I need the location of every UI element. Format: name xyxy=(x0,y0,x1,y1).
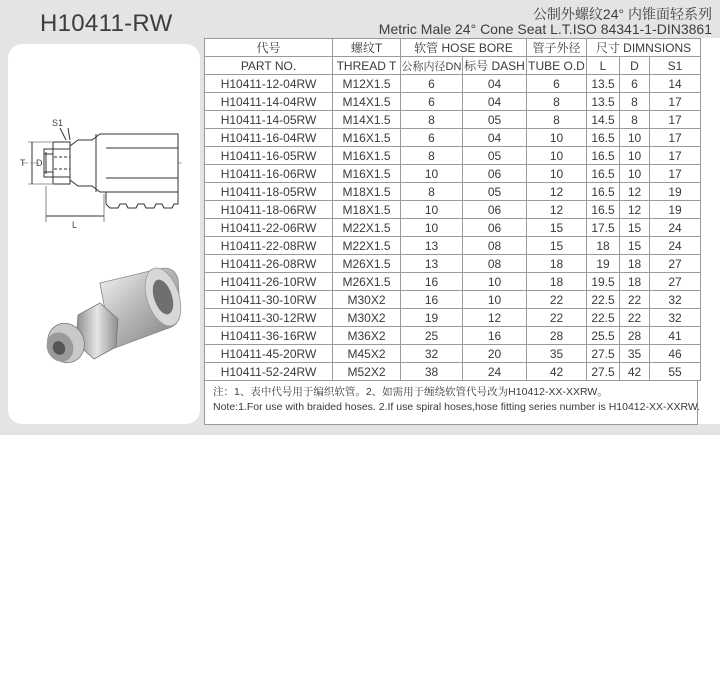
col-dimensions: 尺寸 DIMNSIONS xyxy=(587,39,701,57)
cell-thread: M12X1.5 xyxy=(333,75,401,93)
spec-table-area xyxy=(204,38,720,424)
table-row xyxy=(205,147,701,165)
cell-s1: 27 xyxy=(650,273,701,291)
cell-tube-od: 10 xyxy=(527,129,587,147)
table-row xyxy=(205,291,701,309)
cell-d: 15 xyxy=(620,219,650,237)
col-thread: THREAD T xyxy=(333,57,401,75)
cell-dash: 10 xyxy=(463,291,527,309)
col-d: D xyxy=(620,57,650,75)
cell-part-no: H10411-30-10RW xyxy=(205,291,333,309)
cell-dash: 12 xyxy=(463,309,527,327)
cell-thread: M30X2 xyxy=(333,309,401,327)
cell-thread: M45X2 xyxy=(333,345,401,363)
cell-part-no: H10411-45-20RW xyxy=(205,345,333,363)
technical-drawing xyxy=(8,104,200,274)
cell-dash: 10 xyxy=(463,273,527,291)
cell-part-no: H10411-12-04RW xyxy=(205,75,333,93)
cell-part-no: H10411-16-04RW xyxy=(205,129,333,147)
t-label: T xyxy=(20,158,26,168)
cell-l: 13.5 xyxy=(587,93,620,111)
cell-d: 22 xyxy=(620,309,650,327)
cell-thread: M16X1.5 xyxy=(333,129,401,147)
series-title-en: Metric Male 24° Cone Seat L.T.ISO 84341-1-DIN3861 xyxy=(378,21,712,37)
col-tube-od: TUBE O.D xyxy=(528,58,585,73)
cell-l: 16.5 xyxy=(587,129,620,147)
cell-d: 18 xyxy=(620,273,650,291)
cell-part-no: H10411-18-06RW xyxy=(205,201,333,219)
cell-s1: 55 xyxy=(650,363,701,381)
cell-thread: M22X1.5 xyxy=(333,237,401,255)
product-image-card xyxy=(8,44,200,424)
table-row xyxy=(205,255,701,273)
cell-dn: 6 xyxy=(401,75,463,93)
cell-dn: 13 xyxy=(401,237,463,255)
cell-tube-od: 42 xyxy=(527,363,587,381)
header-row-1 xyxy=(205,39,701,57)
cell-s1: 19 xyxy=(650,201,701,219)
cell-dash: 04 xyxy=(463,75,527,93)
cell-l: 27.5 xyxy=(587,363,620,381)
s1-label: S1 xyxy=(52,118,64,128)
table-row xyxy=(205,75,701,93)
d-label: D xyxy=(36,158,43,168)
cell-s1: 24 xyxy=(650,219,701,237)
cell-dn: 16 xyxy=(401,291,463,309)
table-row xyxy=(205,183,701,201)
cell-tube-od: 28 xyxy=(527,327,587,345)
product-code-title: H10411-RW xyxy=(40,10,173,37)
cell-d: 8 xyxy=(620,93,650,111)
cell-d: 12 xyxy=(620,183,650,201)
col-l: L xyxy=(587,57,620,75)
cell-thread: M16X1.5 xyxy=(333,165,401,183)
cell-s1: 32 xyxy=(650,291,701,309)
cell-l: 13.5 xyxy=(587,75,620,93)
cell-d: 10 xyxy=(620,165,650,183)
cell-dash: 04 xyxy=(463,93,527,111)
cell-l: 22.5 xyxy=(587,309,620,327)
cell-dn: 16 xyxy=(401,273,463,291)
cell-thread: M18X1.5 xyxy=(333,183,401,201)
cell-thread: M30X2 xyxy=(333,291,401,309)
cell-tube-od: 18 xyxy=(527,273,587,291)
table-row xyxy=(205,93,701,111)
cell-thread: M22X1.5 xyxy=(333,219,401,237)
cell-thread: M26X1.5 xyxy=(333,255,401,273)
cell-s1: 19 xyxy=(650,183,701,201)
table-row xyxy=(205,111,701,129)
cell-dn: 10 xyxy=(401,201,463,219)
table-row xyxy=(205,219,701,237)
col-tube-cn: 管子外径 xyxy=(527,39,587,57)
table-row xyxy=(205,309,701,327)
cell-d: 8 xyxy=(620,111,650,129)
cell-thread: M36X2 xyxy=(333,327,401,345)
note-cn: 注：1、表中代号用于编织软管。2、如需用于缠绕软管代号改为H10412-XX-XXRW。 xyxy=(213,386,608,398)
cell-dn: 10 xyxy=(401,165,463,183)
cell-part-no: H10411-18-05RW xyxy=(205,183,333,201)
cell-thread: M52X2 xyxy=(333,363,401,381)
cell-dash: 05 xyxy=(463,183,527,201)
cell-s1: 32 xyxy=(650,309,701,327)
cell-tube-od: 18 xyxy=(527,255,587,273)
cell-l: 14.5 xyxy=(587,111,620,129)
cell-s1: 17 xyxy=(650,147,701,165)
cell-d: 22 xyxy=(620,291,650,309)
cell-tube-od: 12 xyxy=(527,201,587,219)
cell-part-no: H10411-36-16RW xyxy=(205,327,333,345)
cell-s1: 27 xyxy=(650,255,701,273)
note-en: Note:1.For use with braided hoses. 2.If use spiral hoses,hose fitting series number is H10412-XX-XXRW. xyxy=(213,401,701,413)
cell-l: 22.5 xyxy=(587,291,620,309)
cell-s1: 24 xyxy=(650,237,701,255)
cell-l: 16.5 xyxy=(587,183,620,201)
cell-part-no: H10411-52-24RW xyxy=(205,363,333,381)
cell-dn: 8 xyxy=(401,111,463,129)
cell-dn: 8 xyxy=(401,183,463,201)
cell-tube-od: 6 xyxy=(527,75,587,93)
cell-tube-od: 8 xyxy=(527,93,587,111)
cell-dash: 05 xyxy=(463,147,527,165)
cell-tube-od: 10 xyxy=(527,147,587,165)
cell-part-no: H10411-22-06RW xyxy=(205,219,333,237)
cell-d: 10 xyxy=(620,147,650,165)
cell-tube-od: 10 xyxy=(527,165,587,183)
cell-l: 19.5 xyxy=(587,273,620,291)
cell-dn: 8 xyxy=(401,147,463,165)
cell-d: 18 xyxy=(620,255,650,273)
cell-tube-od: 15 xyxy=(527,219,587,237)
cell-l: 27.5 xyxy=(587,345,620,363)
cell-d: 15 xyxy=(620,237,650,255)
cell-d: 28 xyxy=(620,327,650,345)
cell-dn: 32 xyxy=(401,345,463,363)
col-hose-bore: 软管 HOSE BORE xyxy=(401,39,527,57)
cell-dash: 06 xyxy=(463,165,527,183)
cell-l: 16.5 xyxy=(587,201,620,219)
cell-part-no: H10411-30-12RW xyxy=(205,309,333,327)
cell-dn: 19 xyxy=(401,309,463,327)
col-part-cn: 代号 xyxy=(205,39,333,57)
cell-l: 16.5 xyxy=(587,165,620,183)
spec-table xyxy=(204,38,701,381)
cell-l: 18 xyxy=(587,237,620,255)
cell-dn: 38 xyxy=(401,363,463,381)
table-row xyxy=(205,129,701,147)
cell-dash: 05 xyxy=(463,111,527,129)
cell-d: 35 xyxy=(620,345,650,363)
l-label: L xyxy=(72,220,78,230)
cell-d: 10 xyxy=(620,129,650,147)
header-row-2 xyxy=(205,57,701,75)
cell-dash: 08 xyxy=(463,237,527,255)
cell-thread: M14X1.5 xyxy=(333,93,401,111)
cell-s1: 46 xyxy=(650,345,701,363)
table-row xyxy=(205,345,701,363)
cell-s1: 14 xyxy=(650,75,701,93)
table-row xyxy=(205,273,701,291)
cell-l: 16.5 xyxy=(587,147,620,165)
cell-tube-od: 8 xyxy=(527,111,587,129)
cell-tube-od: 35 xyxy=(527,345,587,363)
cell-tube-od: 22 xyxy=(527,309,587,327)
cell-part-no: H10411-14-05RW xyxy=(205,111,333,129)
col-dash: 标号 DASH xyxy=(463,57,527,75)
cell-s1: 17 xyxy=(650,129,701,147)
cell-dash: 06 xyxy=(463,201,527,219)
cell-tube-od: 15 xyxy=(527,237,587,255)
fitting-photo xyxy=(8,259,200,409)
table-row xyxy=(205,327,701,345)
cell-l: 17.5 xyxy=(587,219,620,237)
table-row xyxy=(205,165,701,183)
cell-dash: 24 xyxy=(463,363,527,381)
cell-dn: 13 xyxy=(401,255,463,273)
cell-part-no: H10411-14-04RW xyxy=(205,93,333,111)
cell-s1: 17 xyxy=(650,93,701,111)
table-row xyxy=(205,201,701,219)
table-row xyxy=(205,363,701,381)
cell-tube-od: 12 xyxy=(527,183,587,201)
cell-dn: 6 xyxy=(401,129,463,147)
col-s1: S1 xyxy=(650,57,701,75)
col-part-no: PART NO. xyxy=(205,57,333,75)
cell-part-no: H10411-22-08RW xyxy=(205,237,333,255)
table-row xyxy=(205,237,701,255)
series-title-cn: 公制外螺纹24° 内锥面轻系列 xyxy=(532,6,712,22)
cell-s1: 17 xyxy=(650,111,701,129)
cell-dash: 20 xyxy=(463,345,527,363)
cell-dn: 10 xyxy=(401,219,463,237)
cell-part-no: H10411-26-08RW xyxy=(205,255,333,273)
col-thread-cn: 螺纹T xyxy=(333,39,401,57)
cell-thread: M16X1.5 xyxy=(333,147,401,165)
cell-thread: M26X1.5 xyxy=(333,273,401,291)
cell-dn: 25 xyxy=(401,327,463,345)
cell-dash: 06 xyxy=(463,219,527,237)
cell-tube-od: 22 xyxy=(527,291,587,309)
cell-s1: 41 xyxy=(650,327,701,345)
spec-table-body xyxy=(205,75,701,381)
cell-dash: 16 xyxy=(463,327,527,345)
notes-box xyxy=(204,381,701,425)
cell-d: 42 xyxy=(620,363,650,381)
cell-l: 19 xyxy=(587,255,620,273)
cell-dn: 6 xyxy=(401,93,463,111)
cell-d: 12 xyxy=(620,201,650,219)
cell-s1: 17 xyxy=(650,165,701,183)
cell-dash: 08 xyxy=(463,255,527,273)
cell-l: 25.5 xyxy=(587,327,620,345)
cell-thread: M14X1.5 xyxy=(333,111,401,129)
cell-part-no: H10411-16-05RW xyxy=(205,147,333,165)
cell-part-no: H10411-16-06RW xyxy=(205,165,333,183)
cell-thread: M18X1.5 xyxy=(333,201,401,219)
cell-d: 6 xyxy=(620,75,650,93)
col-dn: 公称内径DN xyxy=(401,57,463,75)
cell-dash: 04 xyxy=(463,129,527,147)
cell-part-no: H10411-26-10RW xyxy=(205,273,333,291)
